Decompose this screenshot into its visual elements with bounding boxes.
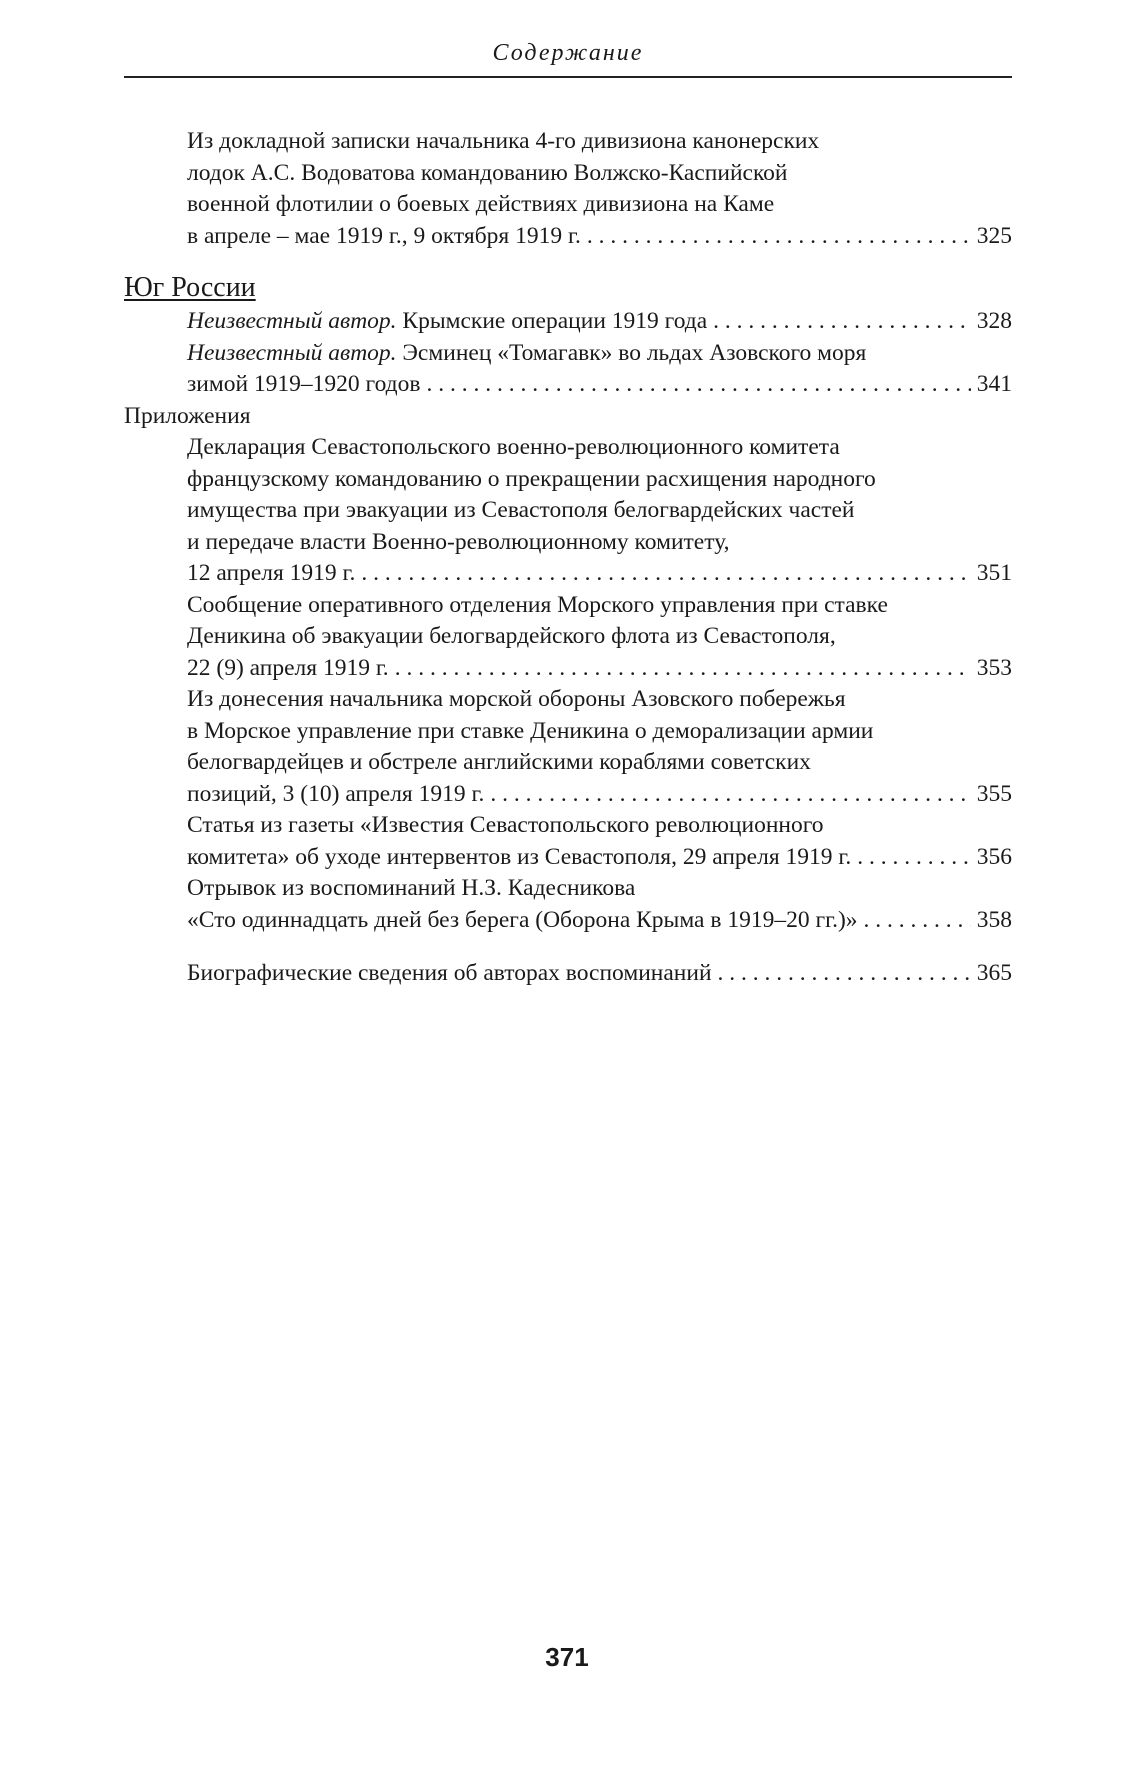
toc-entry-line: Из донесения начальника морской обороны Азовского побережья xyxy=(187,686,846,712)
toc-entry-line: «Сто одиннадцать дней без берега (Оборона Крыма в 1919–20 гг.)» xyxy=(187,906,858,933)
leader-dots xyxy=(587,221,971,253)
toc-entry-line: 22 (9) апреля 1919 г. xyxy=(187,654,389,681)
page-number: 365 xyxy=(976,960,1012,986)
leader-dots xyxy=(864,905,971,937)
leader-dots xyxy=(490,779,970,811)
toc-entry-line: белогвардейцев и обстреле английскими кораблями советских xyxy=(187,749,811,775)
page-number: 356 xyxy=(976,843,1012,870)
toc-entry[interactable] xyxy=(124,810,1012,873)
page-number: 353 xyxy=(976,654,1012,681)
toc-entry-line: позиций, 3 (10) апреля 1919 г. xyxy=(187,780,485,807)
toc-entry-line: и передаче власти Военно-революционному комитету, xyxy=(187,528,730,555)
toc-entry-line: Крымские операции 1919 года xyxy=(402,308,708,334)
page-number: 355 xyxy=(976,780,1012,807)
toc-entry-line: имущества при эвакуации из Севастополя белогвардейских частей xyxy=(187,497,855,523)
toc-entry[interactable] xyxy=(124,873,1012,936)
toc-entry[interactable] xyxy=(124,306,1012,338)
toc-entry-line: Эсминец «Томагавк» во льдах Азовского моря xyxy=(402,339,867,366)
toc-entry-line: Статья из газеты «Известия Севастопольского революционного xyxy=(187,812,824,838)
running-head: Содержание xyxy=(492,40,644,66)
toc-entry-line: комитета» об уходе интервентов из Севастополя, 29 апреля 1919 г. xyxy=(187,843,852,870)
leader-dots xyxy=(718,958,971,990)
toc-entry-line: Деникина об эвакуации белогвардейского флота из Севастополя, xyxy=(187,623,836,649)
header-rule xyxy=(124,76,1012,78)
toc-entry-line: в апреле – мае 1919 г., 9 октября 1919 г. xyxy=(187,222,581,249)
page-number: 341 xyxy=(976,371,1012,397)
toc-entry-line: 12 апреля 1919 г. xyxy=(187,560,356,586)
toc-entry[interactable] xyxy=(124,338,1012,401)
author-name: Неизвестный автор. xyxy=(187,308,397,334)
leader-dots xyxy=(361,558,970,590)
leader-dots xyxy=(857,842,971,874)
toc-entry-line: Сообщение оперативного отделения Морского управления при ставке xyxy=(187,591,888,618)
leader-dots xyxy=(427,369,971,401)
toc-entry-line: военной флотилии о боевых действиях дивизиона на Каме xyxy=(187,191,775,217)
toc-entry[interactable] xyxy=(124,958,1012,990)
toc-entry[interactable] xyxy=(124,432,1012,590)
toc-entry-line: Отрывок из воспоминаний Н.З. Кадесникова xyxy=(187,875,636,901)
leader-dots xyxy=(713,306,971,338)
table-of-contents xyxy=(124,126,1012,990)
page-number: 325 xyxy=(976,222,1012,249)
toc-entry-line: лодок А.С. Водоватова командованию Волжско-Каспийской xyxy=(187,159,788,186)
toc-entry-line: французскому командованию о прекращении расхищения народного xyxy=(187,465,876,492)
leader-dots xyxy=(395,653,971,685)
author-name: Неизвестный автор. xyxy=(187,339,397,366)
toc-entry-line: зимой 1919–1920 годов xyxy=(187,371,421,397)
toc-entry-line: Биографические сведения об авторах воспоминаний xyxy=(187,960,712,986)
toc-entry-line: в Морское управление при ставке Деникина о деморализации армии xyxy=(187,717,874,744)
page-folio: 371 xyxy=(545,1642,589,1672)
toc-entry[interactable] xyxy=(124,590,1012,685)
appendix-heading[interactable]: Приложения xyxy=(124,402,251,429)
page-number: 358 xyxy=(976,906,1012,933)
toc-entry[interactable] xyxy=(124,684,1012,810)
page-number: 328 xyxy=(976,308,1012,334)
page-number: 351 xyxy=(976,560,1012,586)
toc-entry-line: Из докладной записки начальника 4-го дивизиона канонерских xyxy=(187,128,820,154)
toc-entry-line: Декларация Севастопольского военно-революционного комитета xyxy=(187,434,840,460)
toc-entry[interactable] xyxy=(124,126,1012,252)
section-heading[interactable]: Юг России xyxy=(124,272,256,303)
